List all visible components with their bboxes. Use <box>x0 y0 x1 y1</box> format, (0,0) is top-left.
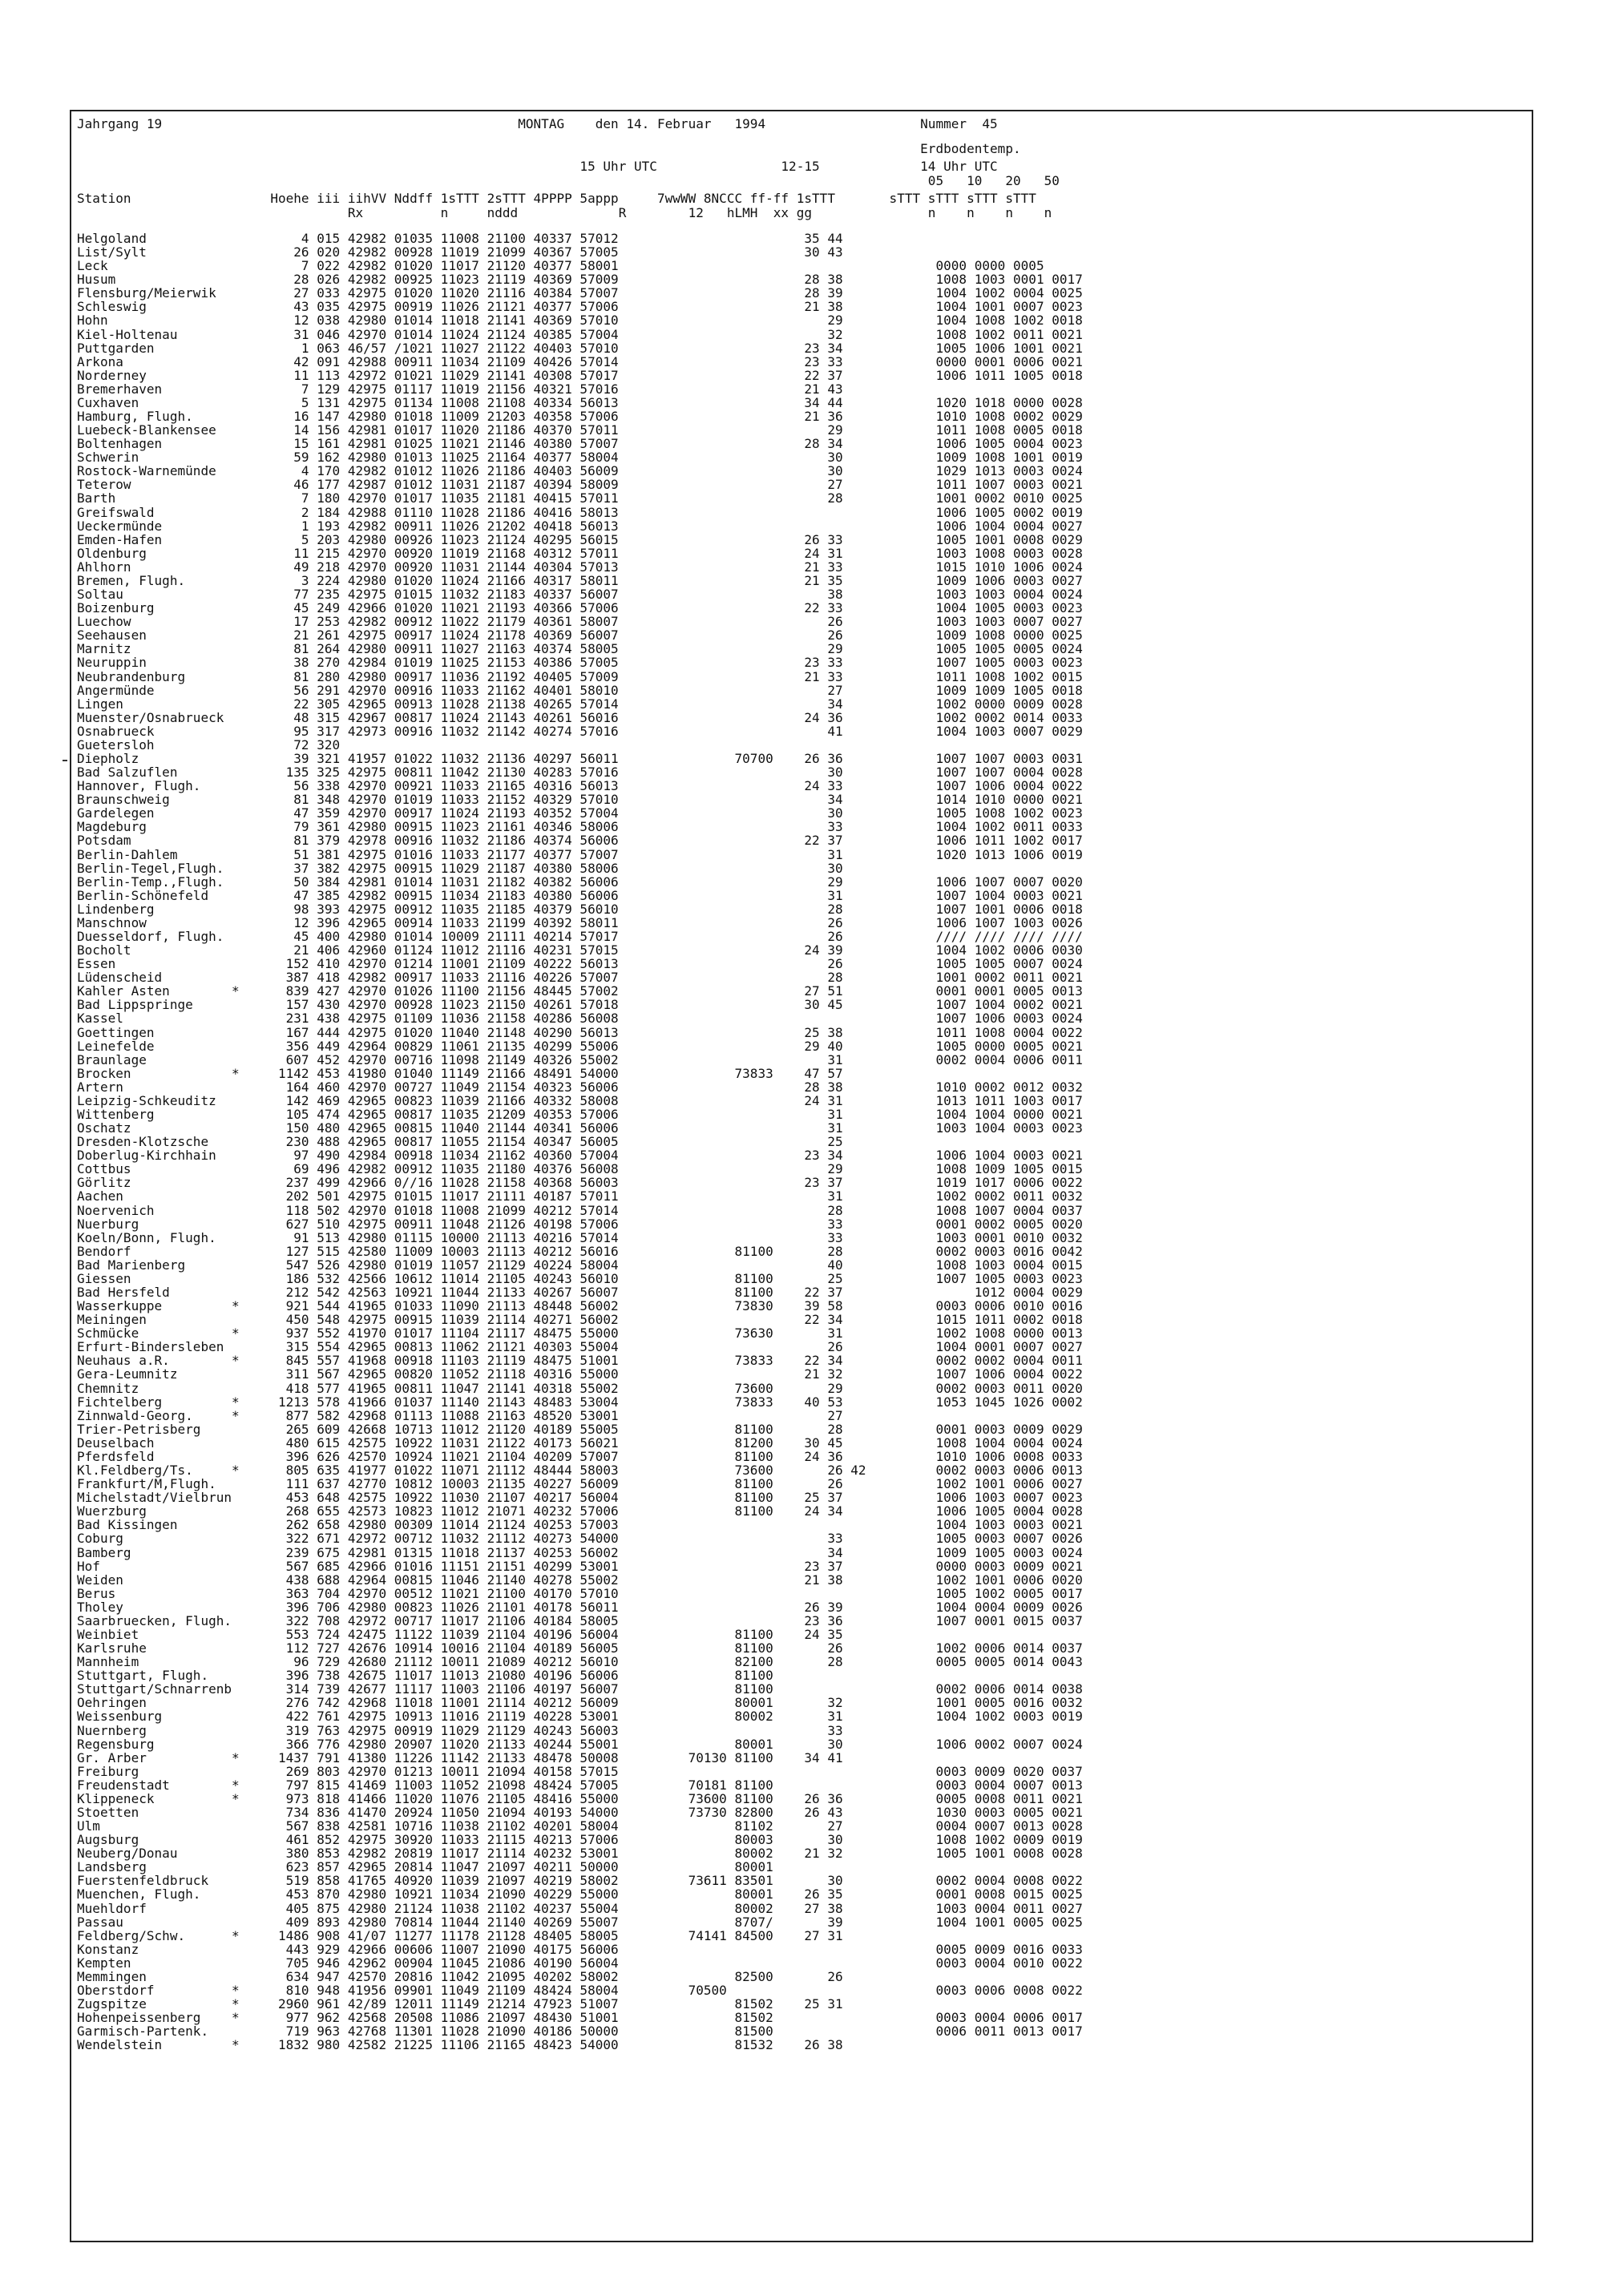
table-row: Freiburg 269 803 42970 01213 10011 21094 40158 57015 0003 0009 0020 0037 <box>77 1763 1083 1779</box>
table-row: Bad Hersfeld 212 542 42563 10921 11044 21133 40267 56007 81100 22 37 1012 0004 0029 <box>77 1285 1083 1301</box>
table-row: Leck 7 022 42982 01020 11017 21120 40377 58001 0000 0000 0005 <box>77 258 1044 274</box>
table-row: Wittenberg 105 474 42965 00817 11035 21209 40353 57006 31 1004 1004 0000 0021 <box>77 1107 1083 1122</box>
table-row: Bad Salzuflen 135 325 42975 00811 11042 21130 40283 57016 30 1007 1007 0004 0028 <box>77 765 1083 781</box>
table-row: Wasserkuppe * 921 544 41965 01033 11090 21113 48448 56002 73830 39 58 0003 0006 0010 0016 <box>77 1298 1083 1314</box>
table-row: Giessen 186 532 42566 10612 11014 21105 40243 56010 81100 25 1007 1005 0003 0023 <box>77 1270 1083 1286</box>
table-row: Oberstdorf * 810 948 41956 09901 11049 21109 48424 58004 70500 0003 0006 0008 0022 <box>77 1983 1083 1998</box>
table-row: Barth 7 180 42970 01017 11035 21181 40415 57011 28 1001 0002 0010 0025 <box>77 490 1083 506</box>
table-row: Wuerzburg 268 655 42573 10823 11012 21071 40232 57006 81100 24 34 1006 1005 0004 0028 <box>77 1503 1083 1519</box>
table-row: Rostock-Warnemünde 4 170 42982 01012 11026 21186 40403 56009 30 1029 1013 0003 0024 <box>77 463 1083 479</box>
header-line-depths: 05 10 20 50 <box>77 173 1060 188</box>
table-row: Tholey 396 706 42980 00823 11026 21101 40178 56011 26 39 1004 0004 0009 0026 <box>77 1599 1083 1615</box>
table-row: Hannover, Flugh. 56 338 42970 00921 11033 21165 40316 56013 24 33 1007 1006 0004 0022 <box>77 778 1083 794</box>
table-row: Bremen, Flugh. 3 224 42980 01020 11024 21166 40317 58011 21 35 1009 1006 0003 0027 <box>77 572 1083 588</box>
table-row: Marnitz 81 264 42980 00911 11027 21163 40374 58005 29 1005 1005 0005 0024 <box>77 641 1083 657</box>
table-row: Magdeburg 79 361 42980 00915 11023 21161 40346 58006 33 1004 1002 0011 0033 <box>77 819 1083 835</box>
table-row: Weiden 438 688 42964 00815 11046 21140 40278 55002 21 38 1002 1001 0006 0020 <box>77 1572 1083 1588</box>
table-row: Bremerhaven 7 129 42975 01117 11019 21156 40321 57016 21 43 <box>77 381 843 397</box>
table-row: Muehldorf 405 875 42980 21124 11038 21102 40237 55004 80002 27 38 1003 0004 0011 0027 <box>77 1900 1083 1916</box>
table-row: Puttgarden 1 063 46/57 /1021 11027 21122 40403 57010 23 34 1005 1006 1001 0021 <box>77 340 1083 356</box>
table-row: Hamburg, Flugh. 16 147 42980 01018 11009 21203 40358 57006 21 36 1010 1008 0002 0029 <box>77 409 1083 425</box>
table-row: Cottbus 69 496 42982 00912 11035 21180 40376 56008 29 1008 1009 1005 0015 <box>77 1161 1083 1177</box>
table-row: Leinefelde 356 449 42964 00829 11061 21135 40299 55006 29 40 1005 0000 0005 0021 <box>77 1038 1083 1054</box>
table-row: Dresden-Klotzsche 230 488 42965 00817 11055 21154 40347 56005 25 <box>77 1134 843 1150</box>
table-row: Garmisch-Partenk. 719 963 42768 11301 11028 21090 40186 50000 81500 0006 0011 0013 0017 <box>77 2024 1083 2040</box>
table-row: Oschatz 150 480 42965 00815 11040 21144 40341 56006 31 1003 1004 0003 0023 <box>77 1120 1083 1136</box>
table-row: Husum 28 026 42982 00925 11023 21119 40369 57009 28 38 1008 1003 0001 0017 <box>77 272 1083 288</box>
station-table <box>77 232 1083 2052</box>
table-row: Weinbiet 553 724 42475 11122 11039 21104 40196 56004 81100 24 35 <box>77 1626 843 1642</box>
table-row: Bocholt 21 406 42960 01124 11012 21116 40231 57015 24 39 1004 1002 0006 0030 <box>77 942 1083 958</box>
table-row: Lingen 22 305 42965 00913 11028 21138 40265 57014 34 1002 0000 0009 0028 <box>77 696 1083 712</box>
table-row: Freudenstadt * 797 815 41469 11003 11052 21098 48424 57005 70181 81100 0003 0004 0007 0013 <box>77 1777 1083 1793</box>
table-row: Emden-Hafen 5 203 42980 00926 11023 21124 40295 56015 26 33 1005 1001 0008 0029 <box>77 531 1083 547</box>
table-row: Regensburg 366 776 42980 20907 11020 21133 40244 55001 80001 30 1006 0002 0007 0024 <box>77 1736 1083 1752</box>
table-row: Görlitz 237 499 42966 0//16 11028 21158 40368 56003 23 37 1019 1017 0006 0022 <box>77 1175 1083 1191</box>
table-row: Aachen 202 501 42975 01015 11017 21111 40187 57011 31 1002 0002 0011 0032 <box>77 1188 1083 1204</box>
header-line-columns: Station Hoehe iii iihVV Nddff 1sTTT 2sTTT 4PPPP 5appp 7wwWW 8NCCC ff-ff 1sTTT sTTT sTTT sTTT sTTT <box>77 191 1036 206</box>
table-row: Michelstadt/Vielbrun 453 648 42575 10922 11030 21107 40217 56004 81100 25 37 1006 1003 0007 0023 <box>77 1490 1083 1506</box>
table-row: Bad Marienberg 547 526 42980 01019 11057 21129 40224 58004 40 1008 1003 0004 0015 <box>77 1257 1083 1273</box>
table-row: Mannheim 96 729 42680 21112 10011 21089 40212 56010 82100 28 0005 0005 0014 0043 <box>77 1654 1083 1670</box>
table-row: Weissenburg 422 761 42975 10913 11016 21119 40228 53001 80002 31 1004 1002 0003 0019 <box>77 1709 1083 1725</box>
table-row: Berlin-Tegel,Flugh. 37 382 42975 00915 11029 21187 40380 58006 30 <box>77 860 843 876</box>
table-row: Ulm 567 838 42581 10716 11038 21102 40201 58004 81102 27 0004 0007 0013 0028 <box>77 1818 1083 1834</box>
table-row: Gera-Leumnitz 311 567 42965 00820 11052 21118 40316 55000 21 32 1007 1006 0004 0022 <box>77 1366 1083 1382</box>
header-line-soil-temp: Erdbodentemp. <box>77 141 1021 156</box>
table-row: Deuselbach 480 615 42575 10922 11031 21122 40173 56021 81200 30 45 1008 1004 0004 0024 <box>77 1434 1083 1451</box>
table-row: Greifswald 2 184 42988 01110 11028 21186 40416 58013 1006 1005 0002 0019 <box>77 504 1083 520</box>
table-row: Berlin-Temp.,Flugh. 50 384 42981 01014 11031 21182 40382 56006 29 1006 1007 0007 0020 <box>77 874 1083 890</box>
table-row: Gr. Arber * 1437 791 41380 11226 11142 21133 48478 50008 70130 81100 34 41 <box>77 1749 843 1765</box>
table-row: Manschnow 12 396 42965 00914 11033 21199 40392 58011 26 1006 1007 1003 0026 <box>77 914 1083 930</box>
table-row: Kassel 231 438 42975 01109 11036 21158 40286 56008 1007 1006 0003 0024 <box>77 1011 1083 1027</box>
table-row: Osnabrueck 95 317 42973 00916 11032 21142 40274 57016 41 1004 1003 0007 0029 <box>77 723 1083 739</box>
table-row: Oldenburg 11 215 42970 00920 11019 21168 40312 57011 24 31 1003 1008 0003 0028 <box>77 545 1083 561</box>
table-row: Zugspitze * 2960 961 42/89 12011 11149 21214 47923 51007 81502 25 31 <box>77 1996 843 2012</box>
table-row: Essen 152 410 42970 01214 11001 21109 40222 56013 26 1005 1005 0007 0024 <box>77 956 1083 972</box>
table-row: Karlsruhe 112 727 42676 10914 10016 21104 40189 56005 81100 26 1002 0006 0014 0037 <box>77 1640 1083 1656</box>
table-row: Kiel-Holtenau 31 046 42970 01014 11024 21124 40385 57004 32 1008 1002 0011 0021 <box>77 326 1083 342</box>
table-row: Kl.Feldberg/Ts. * 805 635 41977 01022 11071 21112 48444 58003 73600 26 42 0002 0003 0006 0013 <box>77 1463 1083 1479</box>
table-row: Meiningen 450 548 42975 00915 11039 21114 40271 56002 22 34 1015 1011 0002 0018 <box>77 1312 1083 1328</box>
table-row: Lüdenscheid 387 418 42982 00917 11033 21116 40226 57007 28 1001 0002 0011 0021 <box>77 970 1083 986</box>
table-row: Passau 409 893 42980 70814 11044 21140 40269 55007 8707/ 39 1004 1001 0005 0025 <box>77 1914 1083 1930</box>
table-row: Kempten 705 946 42962 00904 11045 21086 40190 56004 0003 0004 0010 0022 <box>77 1955 1083 1971</box>
table-row: Seehausen 21 261 42975 00917 11024 21178 40369 56007 26 1009 1008 0000 0025 <box>77 627 1083 644</box>
table-row: List/Sylt 26 020 42982 00928 11019 21099 40367 57005 30 43 <box>77 244 843 260</box>
table-row: Frankfurt/M,Flugh. 111 637 42770 10812 10003 21135 40227 56009 81100 26 1002 1001 0006 0027 <box>77 1476 1083 1492</box>
table-row: Zinnwald-Georg. * 877 582 42968 01113 11088 21163 48520 53001 27 <box>77 1407 843 1423</box>
table-row: Arkona 42 091 42988 00911 11034 21109 40426 57014 23 33 0000 0001 0006 0021 <box>77 353 1083 369</box>
table-row: Guetersloh 72 320 <box>77 736 341 753</box>
table-row: Wendelstein * 1832 980 42582 21225 11106 21165 48423 54000 81532 26 38 <box>77 2037 843 2053</box>
table-row: Luebeck-Blankensee 14 156 42981 01017 11020 21186 40370 57011 29 1011 1008 0005 0018 <box>77 422 1083 438</box>
table-row: Fuerstenfeldbruck 519 858 41765 40920 11039 21097 40219 58002 73611 83501 30 0002 0004 0008 0022 <box>77 1873 1083 1889</box>
table-row: Saarbruecken, Flugh. 322 708 42972 00717 11017 21106 40184 58005 23 36 1007 0001 0015 0037 <box>77 1612 1083 1628</box>
table-row: Leipzig-Schkeuditz 142 469 42965 00823 11039 21166 40332 58008 24 31 1013 1011 1003 0017 <box>77 1092 1083 1108</box>
table-row: Gardelegen 47 359 42970 00917 11024 21193 40352 57004 30 1005 1008 1002 0023 <box>77 805 1083 821</box>
table-row: Angermünde 56 291 42970 00916 11033 21162 40401 58010 27 1009 1009 1005 0018 <box>77 682 1083 698</box>
table-row: Noervenich 118 502 42970 01018 11008 21099 40212 57014 28 1008 1007 0004 0037 <box>77 1202 1083 1218</box>
table-row: Brocken * 1142 453 41980 01040 11149 21166 48491 54000 73833 47 57 <box>77 1065 843 1081</box>
header-line-subcolumns: Rx n nddd R 12 hLMH xx gg n n n n <box>77 205 1052 220</box>
table-row: Helgoland 4 015 42982 01035 11008 21100 40337 57012 35 44 <box>77 231 843 246</box>
table-row: Muenchen, Flugh. 453 870 42980 10921 11034 21090 40229 55000 80001 26 35 0001 0008 0015 0025 <box>77 1886 1083 1903</box>
table-row: Artern 164 460 42970 00727 11049 21154 40323 56006 28 38 1010 0002 0012 0032 <box>77 1079 1083 1095</box>
table-row: Erfurt-Bindersleben 315 554 42965 00813 11062 21121 40303 55004 26 1004 0001 0007 0027 <box>77 1339 1083 1355</box>
table-row: Diepholz 39 321 41957 01022 11032 21136 40297 56011 70700 26 36 1007 1007 0003 0031 <box>77 750 1083 766</box>
table-row: Boltenhagen 15 161 42981 01025 11021 21146 40380 57007 28 34 1006 1005 0004 0023 <box>77 436 1083 452</box>
table-row: Stuttgart, Flugh. 396 738 42675 11017 11013 21080 40196 56006 81100 <box>77 1668 773 1684</box>
table-row: Neuhaus a.R. * 845 557 41968 00918 11103 21119 48475 51001 73833 22 34 0002 0002 0004 0011 <box>77 1353 1083 1369</box>
table-row: Augsburg 461 852 42975 30920 11033 21115 40213 57006 80003 30 1008 1002 0009 0019 <box>77 1832 1083 1848</box>
table-row: Trier-Petrisberg 265 609 42668 10713 11012 21120 40189 55005 81100 28 0001 0003 0009 0029 <box>77 1421 1083 1437</box>
table-row: Landsberg 623 857 42965 20814 11047 21097 40211 50000 80001 <box>77 1859 773 1875</box>
table-row: Nuernberg 319 763 42975 00919 11029 21129 40243 56003 33 <box>77 1722 843 1738</box>
table-row: Neuberg/Donau 380 853 42982 20819 11017 21114 40232 53001 80002 21 32 1005 1001 0008 0028 <box>77 1846 1083 1862</box>
table-row: Kahler Asten * 839 427 42970 01026 11100 21156 48445 57002 27 51 0001 0001 0005 0013 <box>77 983 1083 999</box>
table-row: Schwerin 59 162 42980 01013 11025 21164 40377 58004 30 1009 1008 1001 0019 <box>77 450 1083 466</box>
table-row: Bad Lippspringe 157 430 42970 00928 11023 21150 40261 57018 30 45 1007 1004 0002 0021 <box>77 997 1083 1013</box>
table-row: Stoetten 734 836 41470 20924 11050 21094 40193 54000 73730 82800 26 43 1030 0003 0005 0021 <box>77 1804 1083 1820</box>
table-row: Norderney 11 113 42972 01021 11029 21141 40308 57017 22 37 1006 1011 1005 0018 <box>77 367 1083 383</box>
table-row: Oehringen 276 742 42968 11018 11001 21114 40212 56009 80001 32 1001 0005 0016 0032 <box>77 1695 1083 1711</box>
table-row: Lindenberg 98 393 42975 00912 11035 21185 40379 56010 28 1007 1001 0006 0018 <box>77 901 1083 917</box>
table-row: Doberlug-Kirchhain 97 490 42984 00918 11034 21162 40360 57004 23 34 1006 1004 0003 0021 <box>77 1148 1083 1164</box>
table-row: Berlin-Dahlem 51 381 42975 01016 11033 21177 40377 57007 31 1020 1013 1006 0019 <box>77 846 1083 862</box>
table-row: Neubrandenburg 81 280 42980 00917 11036 21192 40405 57009 21 33 1011 1008 1002 0015 <box>77 668 1083 684</box>
table-row: Braunschweig 81 348 42970 01019 11033 21152 40329 57010 34 1014 1010 0000 0021 <box>77 792 1083 808</box>
table-row: Memmingen 634 947 42570 20816 11042 21095 40202 58002 82500 26 <box>77 1968 843 1984</box>
table-row: Goettingen 167 444 42975 01020 11040 21148 40290 56013 25 38 1011 1008 0004 0022 <box>77 1024 1083 1040</box>
table-row: Braunlage 607 452 42970 00716 11098 21149 40326 55002 31 0002 0004 0006 0011 <box>77 1051 1083 1067</box>
table-row: Soltau 77 235 42975 01015 11032 21183 40337 56007 38 1003 1003 0004 0024 <box>77 587 1083 603</box>
table-row: Hof 567 685 42966 01016 11151 21151 40299 53001 23 37 0000 0003 0009 0021 <box>77 1558 1083 1574</box>
table-row: Ueckermünde 1 193 42982 00911 11026 21202 40418 56013 1006 1004 0004 0027 <box>77 518 1083 534</box>
table-row: Chemnitz 418 577 41965 00811 11047 21141 40318 55002 73600 29 0002 0003 0011 0020 <box>77 1380 1083 1396</box>
table-row: Flensburg/Meierwik 27 033 42975 01020 11020 21116 40384 57007 28 39 1004 1002 0004 0025 <box>77 285 1083 301</box>
table-row: Teterow 46 177 42987 01012 11031 21187 40394 58009 27 1011 1007 0003 0021 <box>77 477 1083 493</box>
table-row: Stuttgart/Schnarrenb 314 739 42677 11117 11003 21106 40197 56007 81100 0002 0006 0014 0038 <box>77 1681 1083 1697</box>
table-row: Berlin-Schönefeld 47 385 42982 00915 11034 21183 40380 56006 31 1007 1004 0003 0021 <box>77 887 1083 903</box>
table-row: Fichtelberg * 1213 578 41966 01037 11140 21143 48483 53004 73833 40 53 1053 1045 1026 0002 <box>77 1394 1083 1410</box>
header-line-time: 15 Uhr UTC 12-15 14 Uhr UTC <box>77 159 998 174</box>
table-row: Schmücke * 937 552 41970 01017 11104 21117 48475 55000 73630 31 1002 1008 0000 0013 <box>77 1326 1083 1342</box>
table-row: Boizenburg 45 249 42966 01020 11021 21193 40366 57006 22 33 1004 1005 0003 0023 <box>77 600 1083 616</box>
table-row: Koeln/Bonn, Flugh. 91 513 42980 01115 10000 21113 40216 57014 33 1003 0001 0010 0032 <box>77 1229 1083 1245</box>
table-row: Neuruppin 38 270 42984 01019 11025 21153 40386 57005 23 33 1007 1005 0003 0023 <box>77 655 1083 671</box>
table-row: Potsdam 81 379 42978 00916 11032 21186 40374 56006 22 37 1006 1011 1002 0017 <box>77 833 1083 849</box>
table-row: Berus 363 704 42970 00512 11021 21100 40170 57010 1005 1002 0005 0017 <box>77 1585 1083 1601</box>
header-line-title: Jahrgang 19 MONTAG den 14. Februar 1994 Nummer 45 <box>77 116 998 131</box>
margin-tick-mark <box>63 760 67 761</box>
table-row: Feldberg/Schw. * 1486 908 41/07 11277 11178 21128 48405 58005 74141 84500 27 31 <box>77 1927 843 1943</box>
table-row: Muenster/Osnabrueck 48 315 42967 00817 11024 21143 40261 56016 24 36 1002 0002 0014 0033 <box>77 709 1083 725</box>
table-row: Coburg 322 671 42972 00712 11032 21112 40273 54000 33 1005 0003 0007 0026 <box>77 1531 1083 1547</box>
table-row: Konstanz 443 929 42966 00606 11007 21090 40175 56006 0005 0009 0016 0033 <box>77 1941 1083 1957</box>
table-row: Hohenpeissenberg * 977 962 42568 20508 11086 21097 48430 51001 81502 0003 0004 0006 0017 <box>77 2010 1083 2026</box>
table-row: Luechow 17 253 42982 00912 11022 21179 40361 58007 26 1003 1003 0007 0027 <box>77 614 1083 630</box>
table-row: Bamberg 239 675 42981 01315 11018 21137 40253 56002 34 1009 1005 0003 0024 <box>77 1544 1083 1560</box>
table-row: Duesseldorf, Flugh. 45 400 42980 01014 10009 21111 40214 57017 26 //// //// //// //// <box>77 928 1083 944</box>
table-row: Nuerburg 627 510 42975 00911 11048 21126 40198 57006 33 0001 0002 0005 0020 <box>77 1216 1083 1232</box>
table-row: Cuxhaven 5 131 42975 01134 11008 21108 40334 56013 34 44 1020 1018 0000 0028 <box>77 394 1083 410</box>
table-row: Pferdsfeld 396 626 42570 10924 11021 21104 40209 57007 81100 24 36 1010 1006 0008 0033 <box>77 1448 1083 1464</box>
table-row: Schleswig 43 035 42975 00919 11026 21121 40377 57006 21 38 1004 1001 0007 0023 <box>77 299 1083 315</box>
table-row: Bendorf 127 515 42580 11009 10003 21113 40212 56016 81100 28 0002 0003 0016 0042 <box>77 1243 1083 1259</box>
table-row: Klippeneck * 973 818 41466 11020 11076 21105 48416 55000 73600 81100 26 36 0005 0008 0011 0021 <box>77 1790 1083 1806</box>
table-row: Bad Kissingen 262 658 42980 00309 11014 21124 40253 57003 1004 1003 0003 0021 <box>77 1517 1083 1533</box>
table-row: Ahlhorn 49 218 42970 00920 11031 21144 40304 57013 21 33 1015 1010 1006 0024 <box>77 559 1083 575</box>
table-row: Hohn 12 038 42980 01014 11018 21141 40369 57010 29 1004 1008 1002 0018 <box>77 313 1083 329</box>
